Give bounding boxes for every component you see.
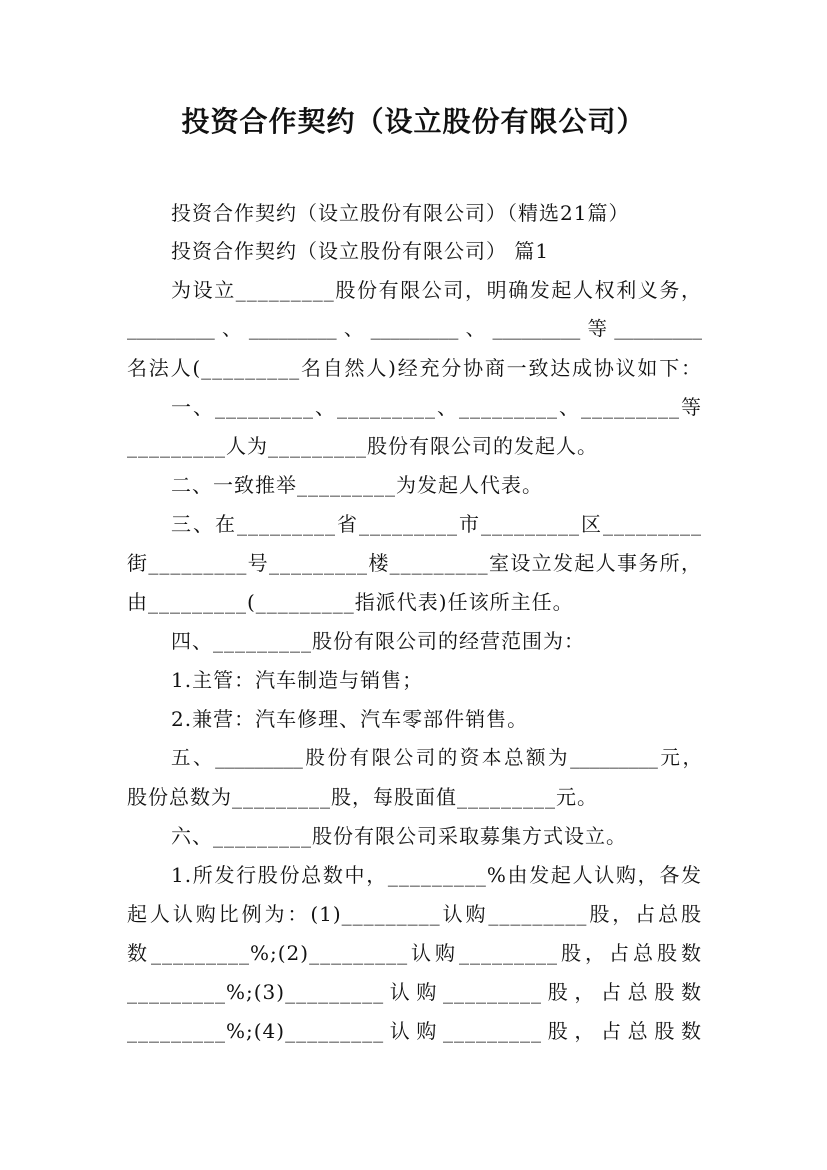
paragraph-line: 2.兼营：汽车修理、汽车零部件销售。 (171, 707, 529, 731)
document-title: 投资合作契约（设立股份有限公司） (181, 105, 646, 138)
paragraph-line: 一、_________、_________、_________、_________等 (171, 395, 702, 419)
section-heading: 投资合作契约（设立股份有限公司） 篇1 (171, 239, 550, 263)
paragraph-line: _________%;(4)_________认购_________股，占总股数 (127, 1019, 702, 1043)
paragraph-line: 数_________%;(2)_________认购_________股，占总股数 (127, 941, 702, 965)
paragraph-line: 起人认购比例为：(1)_________认购_________股，占总股 (127, 902, 702, 926)
subtitle-line: 投资合作契约（设立股份有限公司）（精选21篇） (171, 201, 630, 225)
paragraph-line: 街_________号_________楼_________室设立发起人事务所， (127, 551, 702, 575)
paragraph-line: 1.主管：汽车制造与销售； (171, 668, 424, 692)
paragraph-line: 股份总数为_________股，每股面值_________元。 (127, 785, 598, 809)
paragraph-line: 四、_________股份有限公司的经营范围为： (171, 629, 585, 653)
paragraph-line: 六、_________股份有限公司采取募集方式设立。 (171, 824, 627, 848)
paragraph-line: 五、_________股份有限公司的资本总额为_________元， (171, 746, 702, 769)
paragraph-line: 由_________(_________指派代表)任该所主任。 (127, 590, 574, 614)
paragraph-line: _________%;(3)_________认购_________股，占总股数 (127, 980, 702, 1004)
paragraph-line: 三、在_________省_________市_________区_________ (171, 512, 702, 536)
paragraph-line: 二、一致推举_________为发起人代表。 (171, 473, 543, 497)
paragraph-line: _________、_________、_________、_________等_________ (127, 317, 703, 340)
paragraph-line: 为设立_________股份有限公司，明确发起人权利义务， (171, 278, 702, 302)
paragraph-line: _________人为_________股份有限公司的发起人。 (127, 434, 598, 458)
paragraph-line: 名法人(_________名自然人)经充分协商一致达成协议如下： (127, 356, 702, 380)
paragraph-line: 1.所发行股份总数中，_________%由发起人认购，各发 (171, 863, 702, 887)
